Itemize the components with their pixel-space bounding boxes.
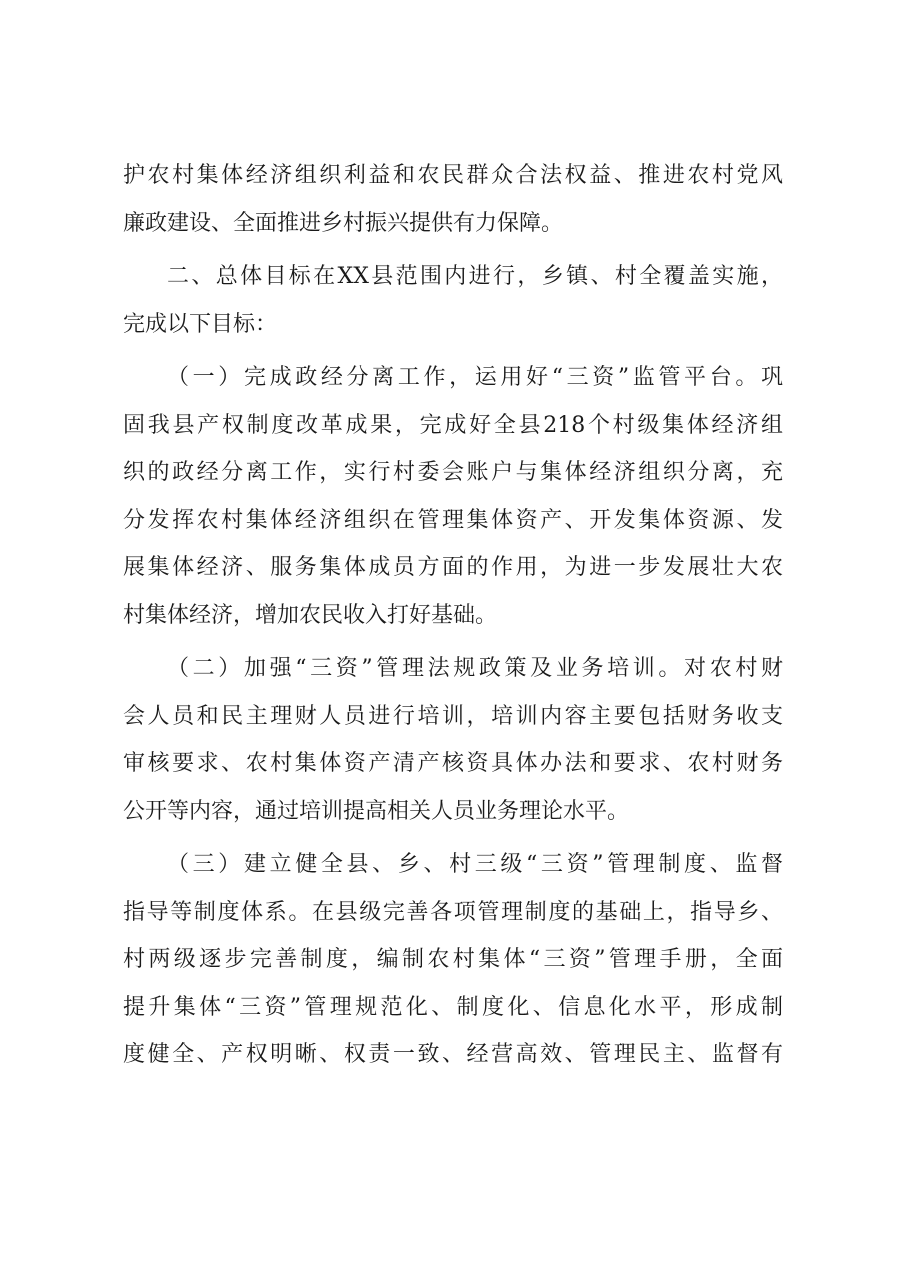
text-line: 村集体经济，增加农民收入打好基础。 (123, 602, 498, 628)
paragraph-item-two (123, 645, 783, 835)
item-heading: （一）完成政经分离工作，运用好“三资”监管平台。巩 (167, 365, 783, 390)
item-heading: （三）建立健全县、乡、村三级“三资”管理制度、监督 (167, 852, 783, 877)
text-line: 指导等制度体系。在县级完善各项管理制度的基础上，指导乡、 (123, 899, 783, 925)
section-heading: 二、总体目标在XX县范围内进行，乡镇、村全覆盖实施， (167, 264, 783, 289)
text-line: 廉政建设、全面推进乡村振兴提供有力保障。 (123, 210, 564, 236)
text-line: 审核要求、农村集体资产清产核资具体办法和要求、农村财务 (123, 751, 783, 776)
document-body (123, 152, 783, 1079)
text-line: 完成以下目标： (123, 311, 278, 337)
item-heading: （二）加强“三资”管理法规政策及业务培训。对农村财 (167, 656, 783, 681)
text-line: 护农村集体经济组织利益和农民群众合法权益、推进农村党风 (123, 163, 783, 188)
text-line: 织的政经分离工作，实行村委会账户与集体经济组织分离，充 (123, 460, 783, 485)
text-line: 村两级逐步完善制度，编制农村集体“三资”管理手册，全面 (123, 947, 783, 972)
text-line: 固我县产权制度改革成果，完成好全县218个村级集体经济组 (123, 412, 783, 438)
paragraph-intro-continuation (123, 152, 783, 247)
text-line: 公开等内容，通过培训提高相关人员业务理论水平。 (123, 798, 630, 824)
text-line: 分发挥农村集体经济组织在管理集体资产、开发集体资源、发 (123, 507, 783, 533)
text-line: 提升集体“三资”管理规范化、制度化、信息化水平，形成制 (123, 994, 783, 1020)
text-line: 展集体经济、服务集体成员方面的作用，为进一步发展壮大农 (123, 555, 783, 580)
text-line: 度健全、产权明晰、权责一致、经营高效、管理民主、监督有 (123, 1042, 783, 1067)
text-line: 会人员和民主理财人员进行培训，培训内容主要包括财务收支 (123, 703, 783, 729)
paragraph-item-one (123, 354, 783, 639)
paragraph-item-three (123, 841, 783, 1079)
paragraph-section-two (123, 253, 783, 348)
